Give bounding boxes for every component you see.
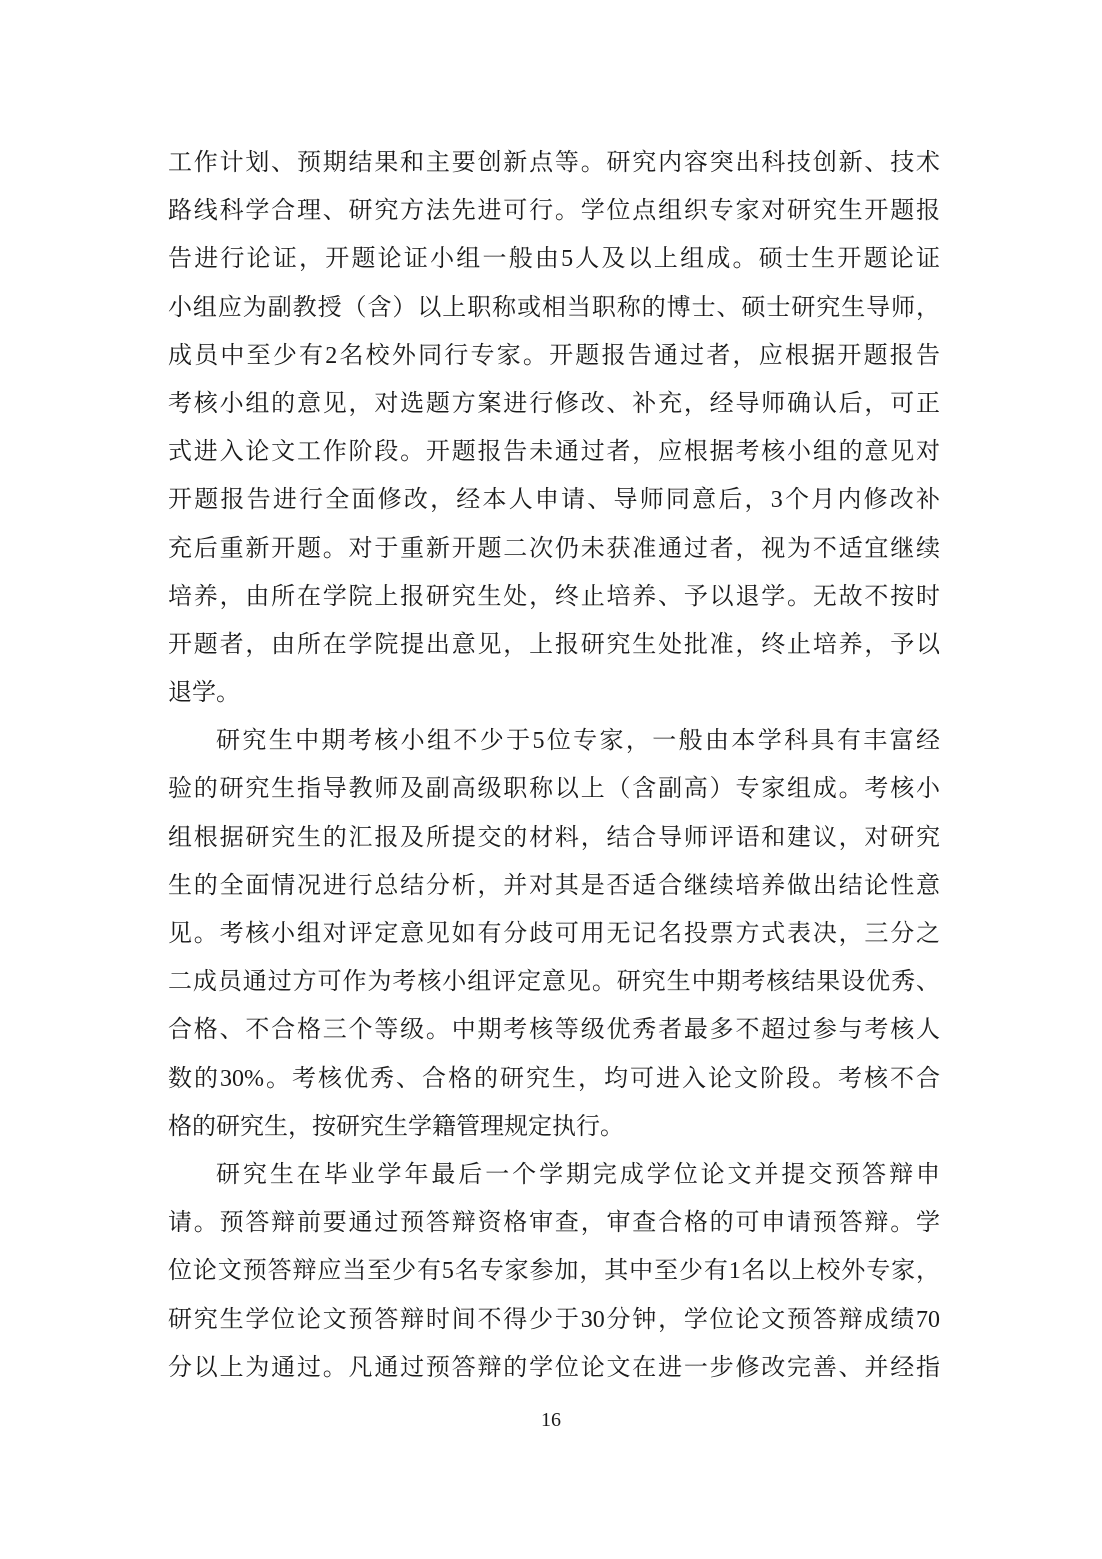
body-text xyxy=(168,139,940,1392)
text-line: 培养，由所在学院上报研究生处，终止培养、予以退学。无故不按时 xyxy=(168,583,940,610)
text-line: 二成员通过方可作为考核小组评定意见。研究生中期考核结果设优秀、 xyxy=(168,969,940,996)
text-line: 工作计划、预期结果和主要创新点等。研究内容突出科技创新、技术 xyxy=(168,150,940,176)
text-line: 位论文预答辩应当至少有5名专家参加，其中至少有1名以上校外专家， xyxy=(168,1258,940,1285)
page-number: 16 xyxy=(541,1409,561,1431)
text-line: 式进入论文工作阶段。开题报告未通过者，应根据考核小组的意见对 xyxy=(168,439,940,466)
text-line: 开题报告进行全面修改，经本人申请、导师同意后，3个月内修改补 xyxy=(168,487,940,514)
text-line: 退学。 xyxy=(168,680,240,707)
text-line: 生的全面情况进行总结分析，并对其是否适合继续培养做出结论性意 xyxy=(168,872,940,899)
text-line: 合格、不合格三个等级。中期考核等级优秀者最多不超过参与考核人 xyxy=(168,1017,940,1044)
text-line: 格的研究生，按研究生学籍管理规定执行。 xyxy=(168,1113,624,1140)
text-line: 充后重新开题。对于重新开题二次仍未获准通过者，视为不适宜继续 xyxy=(168,535,940,562)
text-line: 见。考核小组对评定意见如有分歧可用无记名投票方式表决，三分之 xyxy=(168,921,940,947)
paragraph xyxy=(168,1151,940,1392)
text-line: 考核小组的意见，对选题方案进行修改、补充，经导师确认后，可正 xyxy=(168,390,940,417)
text-line: 告进行论证，开题论证小组一般由5人及以上组成。硕士生开题论证 xyxy=(168,246,940,273)
paragraph xyxy=(168,139,940,717)
text-line: 组根据研究生的汇报及所提交的材料，结合导师评语和建议，对研究 xyxy=(168,824,940,851)
paragraph xyxy=(168,717,940,1151)
text-line: 开题者，由所在学院提出意见，上报研究生处批准，终止培养，予以 xyxy=(168,631,940,658)
text-line: 成员中至少有2名校外同行专家。开题报告通过者，应根据开题报告 xyxy=(168,342,940,369)
text-line: 研究生在毕业学年最后一个学期完成学位论文并提交预答辩申 xyxy=(216,1161,940,1188)
text-line: 小组应为副教授（含）以上职称或相当职称的博士、硕士研究生导师， xyxy=(168,294,940,321)
text-line: 分以上为通过。凡通过预答辩的学位论文在进一步修改完善、并经指 xyxy=(168,1354,940,1381)
page-footer xyxy=(0,1406,1102,1434)
text-line: 路线科学合理、研究方法先进可行。学位点组织专家对研究生开题报 xyxy=(168,198,940,225)
text-line: 研究生学位论文预答辩时间不得少于30分钟，学位论文预答辩成绩70 xyxy=(168,1306,940,1333)
text-line: 研究生中期考核小组不少于5位专家，一般由本学科具有丰富经 xyxy=(216,728,940,755)
text-line: 数的30%。考核优秀、合格的研究生，均可进入论文阶段。考核不合 xyxy=(168,1065,940,1092)
text-line: 验的研究生指导教师及副高级职称以上（含副高）专家组成。考核小 xyxy=(168,776,940,803)
text-line: 请。预答辩前要通过预答辩资格审查，审查合格的可申请预答辩。学 xyxy=(168,1210,940,1237)
